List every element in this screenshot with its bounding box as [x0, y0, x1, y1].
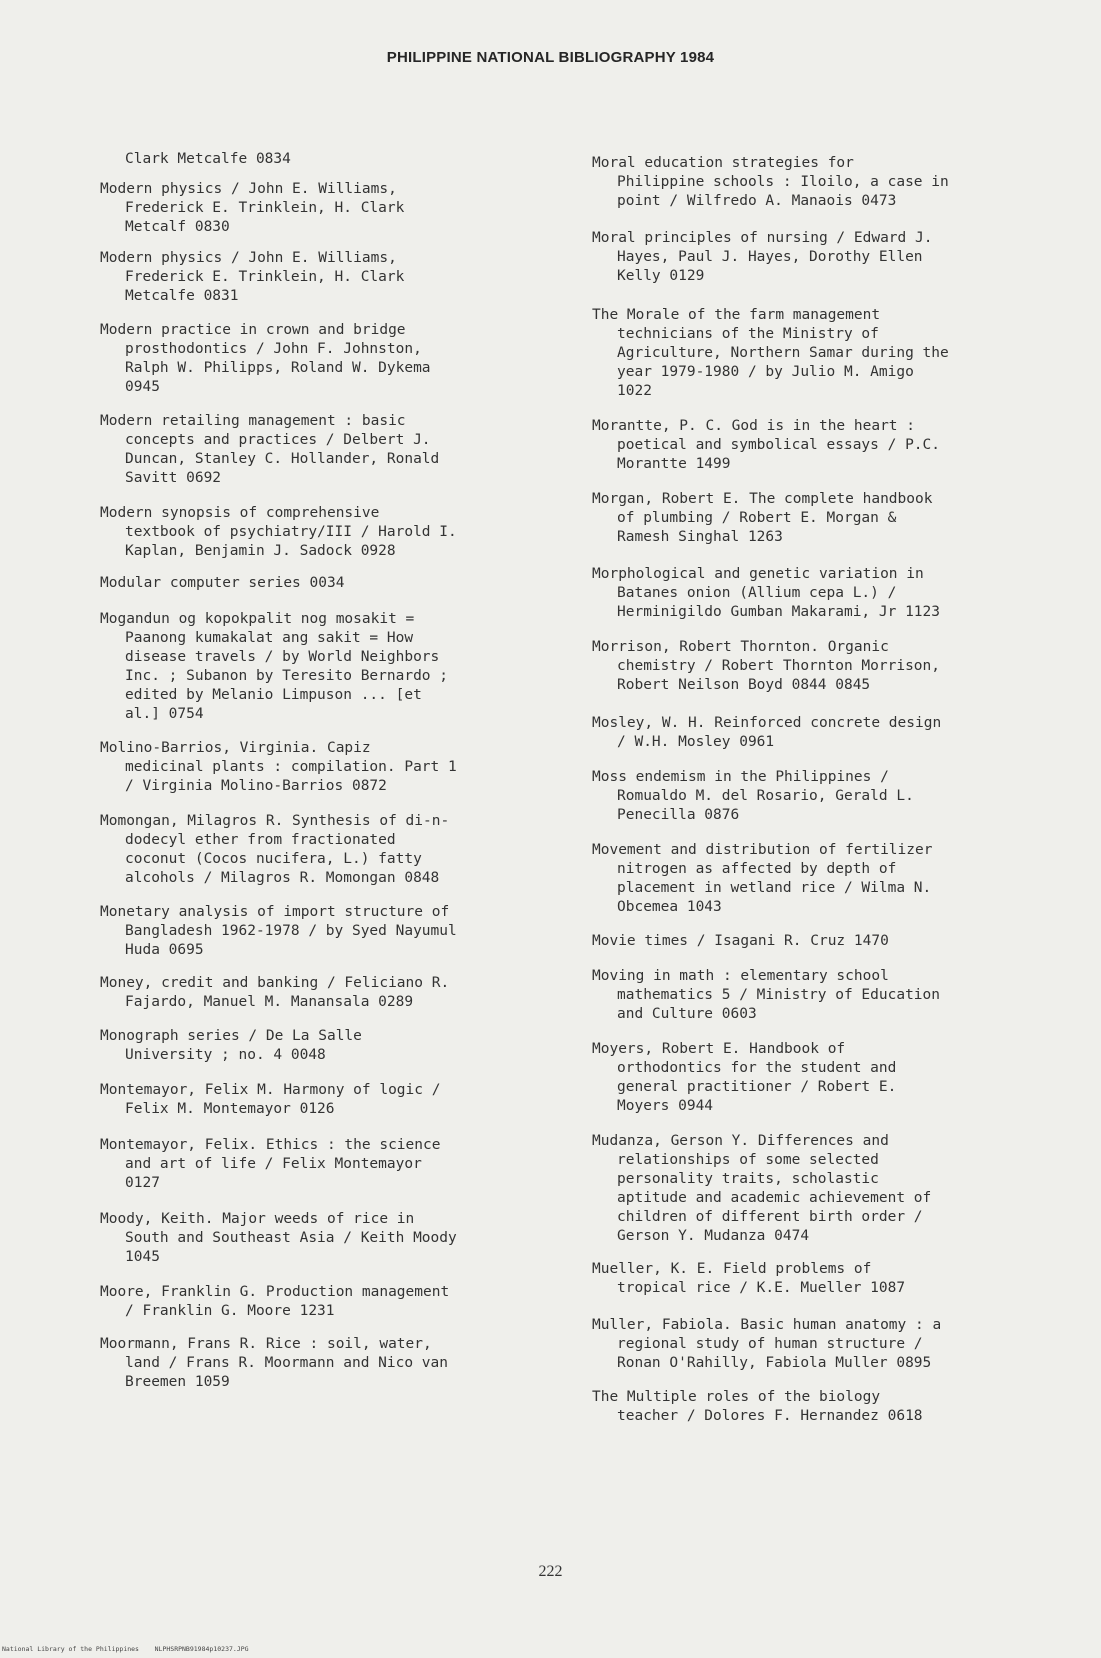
bibliography-entry: Modern physics / John E. Williams, Frederick E. Trinklein, H. Clark Metcalfe 0831 — [100, 250, 405, 304]
bibliography-entry: Mudanza, Gerson Y. Differences and relationships of some selected personality traits, scholastic aptitude and academic achievement of children of different birth order / Gerson Y. Mudanza 0474 — [592, 1133, 932, 1244]
bibliography-entry: The Morale of the farm management technicians of the Ministry of Agriculture, Northern Samar during the year 1979-1980 / by Julio M. Amigo 1022 — [592, 307, 949, 399]
bibliography-entry: Monograph series / De La Salle University ; no. 4 0048 — [100, 1028, 362, 1063]
bibliography-entry: Moore, Franklin G. Production management / Franklin G. Moore 1231 — [100, 1284, 450, 1319]
bibliography-entry: Montemayor, Felix. Ethics : the science and art of life / Felix Montemayor 0127 — [100, 1137, 441, 1191]
page-number: 222 — [538, 1563, 563, 1580]
bibliography-entry: Mueller, K. E. Field problems of tropical rice / K.E. Mueller 1087 — [592, 1261, 906, 1296]
bibliography-entry: Morgan, Robert E. The complete handbook of plumbing / Robert E. Morgan & Ramesh Singhal 1263 — [592, 491, 933, 545]
footer-filename: NLPHSRPNB91984p10237.JPG — [154, 1645, 249, 1653]
bibliography-entry: Morantte, P. C. God is in the heart : poetical and symbolical essays / P.C. Morantte 1499 — [592, 418, 941, 472]
bibliography-entry: Mogandun og kopokpalit nog mosakit = Paanong kumakalat ang sakit = How disease travels / by World Neighbors Inc. ; Subanon by Teresito Bernardo ; edited by Melanio Limpuson ... [et al.] 0754 — [100, 611, 449, 722]
bibliography-entry: Modern practice in crown and bridge prosthodontics / John F. Johnston, Ralph W. Philipps, Roland W. Dykema 0945 — [100, 322, 431, 395]
bibliography-entry: Moormann, Frans R. Rice : soil, water, land / Frans R. Moormann and Nico van Breemen 1059 — [100, 1336, 449, 1390]
bibliography-entry: Molino-Barrios, Virginia. Capiz medicinal plants : compilation. Part 1 / Virginia Molino-Barrios 0872 — [100, 740, 457, 794]
bibliography-entry: Movement and distribution of fertilizer nitrogen as affected by depth of placement in wetland rice / Wilma N. Obcemea 1043 — [592, 842, 933, 915]
bibliography-entry: Modern synopsis of comprehensive textbook of psychiatry/III / Harold I. Kaplan, Benjamin J. Sadock 0928 — [100, 505, 457, 559]
scan-footer — [2, 1645, 1092, 1653]
bibliography-entry: The Multiple roles of the biology teacher / Dolores F. Hernandez 0618 — [592, 1389, 923, 1424]
bibliography-entry: Modern physics / John E. Williams, Frederick E. Trinklein, H. Clark Metcalf 0830 — [100, 181, 405, 235]
bibliography-entry: Moss endemism in the Philippines / Romualdo M. del Rosario, Gerald L. Penecilla 0876 — [592, 769, 914, 823]
bibliography-entry: Mosley, W. H. Reinforced concrete design / W.H. Mosley 0961 — [592, 715, 942, 750]
bibliography-entry: Clark Metcalfe 0834 — [125, 151, 291, 167]
bibliography-entry: Monetary analysis of import structure of Bangladesh 1962-1978 / by Syed Nayumul Huda 0695 — [100, 904, 457, 958]
bibliography-entry: Momongan, Milagros R. Synthesis of di-n- dodecyl ether from fractionated coconut (Cocos nucifera, L.) fatty alcohols / Milagros R. Momongan 0848 — [100, 813, 450, 886]
bibliography-entry: Moving in math : elementary school mathematics 5 / Ministry of Education and Culture 0603 — [592, 968, 941, 1022]
bibliography-entry: Money, credit and banking / Feliciano R. Fajardo, Manuel M. Manansala 0289 — [100, 975, 450, 1010]
bibliography-entry: Muller, Fabiola. Basic human anatomy : a regional study of human structure / Ronan O'Rahilly, Fabiola Muller 0895 — [592, 1317, 942, 1371]
bibliography-entry: Morrison, Robert Thornton. Organic chemistry / Robert Thornton Morrison, Robert Neilson Boyd 0844 0845 — [592, 639, 941, 693]
bibliography-entry: Moyers, Robert E. Handbook of orthodontics for the student and general practitioner / Robert E. Moyers 0944 — [592, 1041, 897, 1114]
bibliography-entry: Moody, Keith. Major weeds of rice in South and Southeast Asia / Keith Moody 1045 — [100, 1211, 457, 1265]
page-title: PHILIPPINE NATIONAL BIBLIOGRAPHY 1984 — [386, 49, 715, 66]
bibliography-entry: Modular computer series 0034 — [100, 575, 345, 591]
bibliography-entry: Morphological and genetic variation in Batanes onion (Allium cepa L.) / Herminigildo Gumban Makarami, Jr 1123 — [592, 566, 941, 620]
footer-library: National Library of the Philippines — [2, 1645, 139, 1653]
bibliography-entry: Moral education strategies for Philippine schools : Iloilo, a case in point / Wilfredo A. Manaois 0473 — [592, 155, 949, 209]
bibliography-entry: Movie times / Isagani R. Cruz 1470 — [592, 933, 889, 949]
bibliography-entry: Moral principles of nursing / Edward J. Hayes, Paul J. Hayes, Dorothy Ellen Kelly 0129 — [592, 230, 933, 284]
bibliography-entry: Modern retailing management : basic concepts and practices / Delbert J. Duncan, Stanley C. Hollander, Ronald Savitt 0692 — [100, 413, 440, 486]
bibliography-entry: Montemayor, Felix M. Harmony of logic / Felix M. Montemayor 0126 — [100, 1082, 441, 1117]
